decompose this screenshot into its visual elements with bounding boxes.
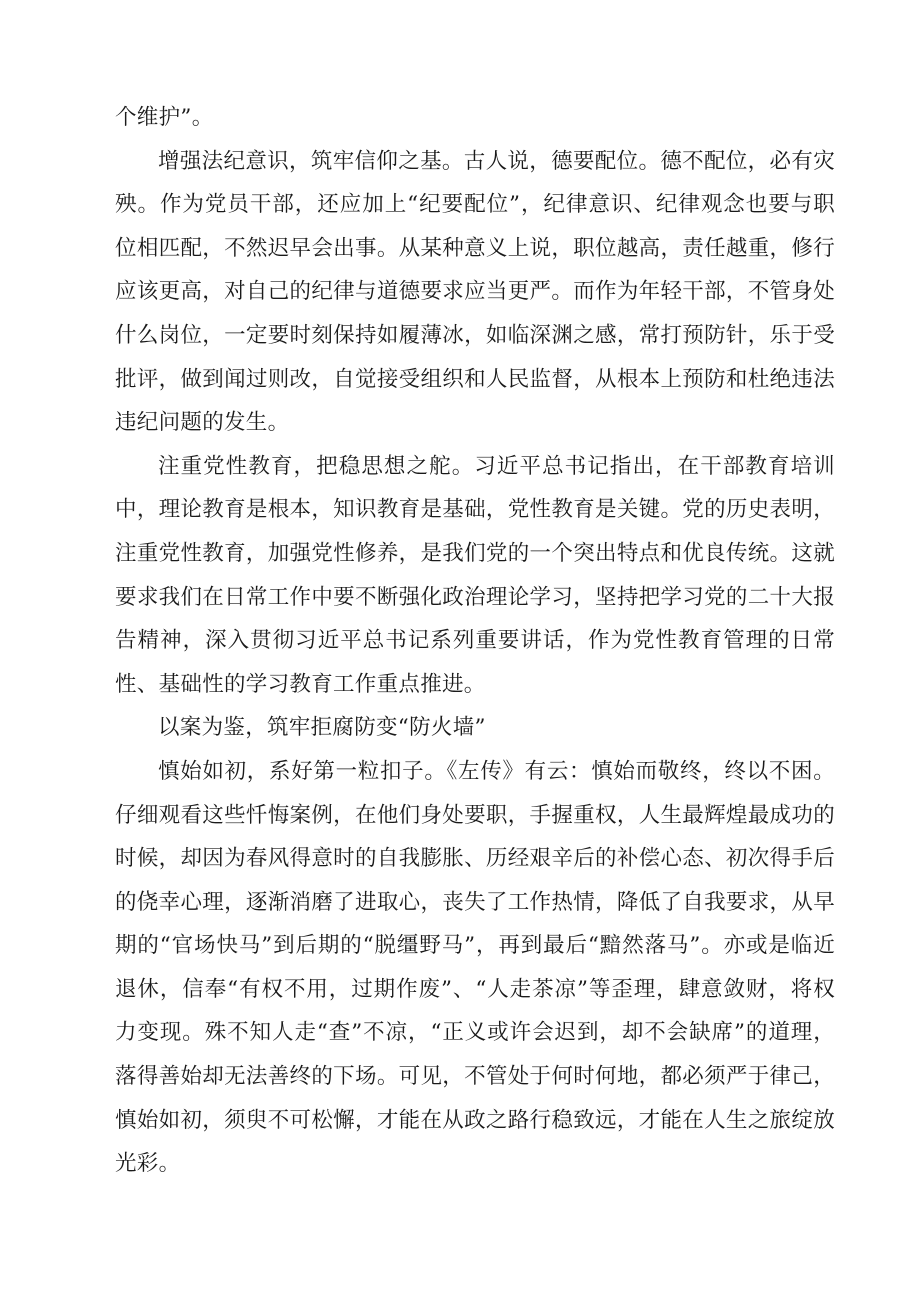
continuation-paragraph: 个维护”。 [115,105,214,130]
section-heading: 以案为鉴，筑牢拒腐防变“防火墙” [158,715,486,741]
paragraph-discipline-awareness: 增强法纪意识，筑牢信仰之基。古人说，德要配位。德不配位，必有灾殃。作为党员干部，还应加上“纪要配位”，纪律意识、纪律观念也要与职位相匹配，不然迟早会出事。从某种意义上说，职位越高，责任越重，修行应该更高，对自己的纪律与道德要求应当更严。而作为年轻干部，不管身处什么岗位，一定要时刻保持如履薄冰，如临深渊之感，常打预防针，乐于受批评，做到闻过则改，自觉接受组织和人民监督，从根本上预防和杜绝违法违纪问题的发生。 [115,148,835,436]
document-body [115,96,835,1186]
paragraph-cautious-beginning: 慎始如初，系好第一粒扣子。《左传》有云：慎始而敬终，终以不困。仔细观看这些忏悔案例，在他们身处要职，手握重权，人生最辉煌最成功的时候，却因为春风得意时的自我膨胀、历经艰辛后的补偿心态、初次得手后的侥幸心理，逐渐消磨了进取心，丧失了工作热情，降低了自我要求，从早期的“官场快马”到后期的“脱缰野马”，再到最后“黯然落马”。亦或是临近退休，信奉“有权不用，过期作废”、“人走茶凉”等歪理，肆意敛财，将权力变现。殊不知人走“查”不凉，“正义或许会迟到，却不会缺席”的道理，落得善始却无法善终的下场。可见，不管处于何时何地，都必须严于律己，慎始如初，须臾不可松懈，才能在从政之路行稳致远，才能在人生之旅绽放光彩。 [115,758,835,1177]
paragraph-party-education: 注重党性教育，把稳思想之舵。习近平总书记指出，在干部教育培训中，理论教育是根本，知识教育是基础，党性教育是关键。党的历史表明，注重党性教育，加强党性修养，是我们党的一个突出特点和优良传统。这就要求我们在日常工作中要不断强化政治理论学习，坚持把学习党的二十大报告精神，深入贯彻习近平总书记系列重要讲话，作为党性教育管理的日常性、基础性的学习教育工作重点推进。 [115,453,835,697]
